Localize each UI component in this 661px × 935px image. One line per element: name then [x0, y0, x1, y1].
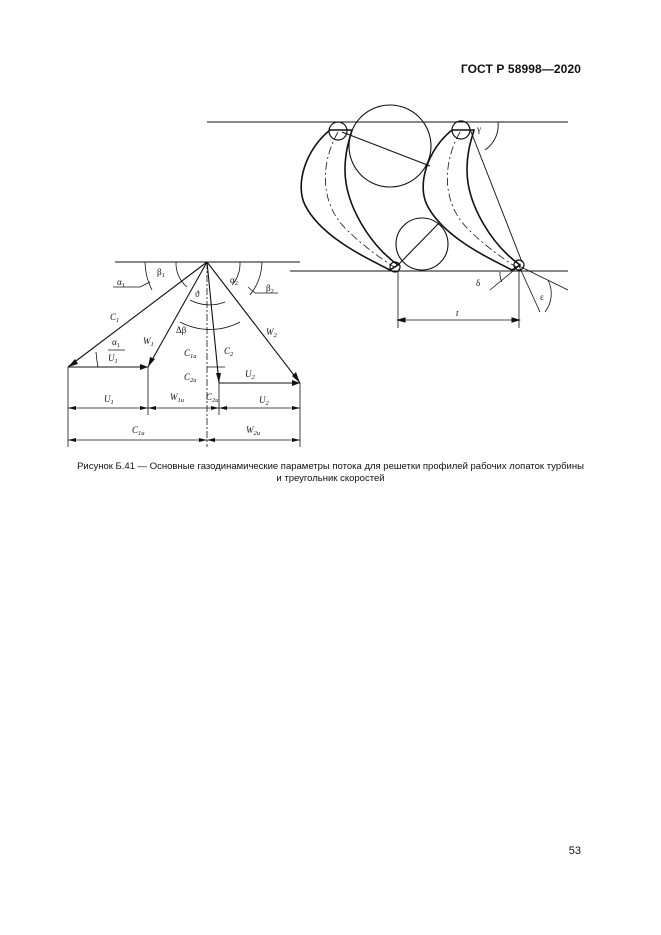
label-w2: $W_2$ [266, 327, 277, 339]
label-theta: ϑ [195, 289, 200, 299]
label-c1: $C_1$ [110, 312, 120, 324]
label-u2-triangle: $U_2$ [245, 369, 255, 381]
label-delta-beta: Δβ [176, 325, 187, 335]
inscribed-circle-inlet [349, 105, 431, 187]
epsilon-arc [545, 280, 551, 312]
blade-1-camber-line [325, 132, 394, 267]
blade-2-profile [423, 130, 520, 270]
label-pitch-t: t [456, 308, 459, 318]
label-w1u: $W_{1u}$ [170, 392, 184, 404]
figure-caption-line-2: и треугольник скоростей [276, 473, 385, 484]
label-c1u: $C_{1u}$ [132, 425, 145, 437]
throat-diameter-line [342, 132, 430, 166]
label-w1: $W_1$ [143, 336, 154, 348]
vector-w2 [207, 262, 300, 383]
blade-2-camber-line [447, 132, 516, 267]
inscribed-circle-throat [396, 218, 448, 270]
label-u2-dim: $U_2$ [259, 395, 269, 407]
figure-caption-line-1: Рисунок Б.41 — Основные газодинамические параметры потока для решетки профилей рабочих лопаток турбины [77, 461, 584, 472]
label-c2: $C_2$ [224, 346, 234, 358]
gamma-arc [485, 122, 498, 150]
label-w2u: $W_{2u}$ [246, 425, 260, 437]
vector-c2 [207, 262, 219, 383]
label-alpha1-lower: $\alpha_1$ [112, 337, 120, 349]
label-u1-triangle: $U_1$ [108, 353, 118, 365]
label-delta: δ [476, 278, 481, 288]
throat-line [398, 222, 440, 265]
label-c1a: $C_{1a}$ [184, 348, 197, 360]
page-number: 53 [568, 845, 581, 857]
label-c2u: $C_{2u}$ [206, 392, 219, 404]
vector-w1 [148, 262, 207, 367]
label-alpha1: $\alpha_1$ [117, 277, 125, 289]
label-beta2: $\beta_2$ [266, 283, 274, 295]
label-beta1: $\beta_1$ [157, 267, 165, 279]
delta-arc [500, 272, 502, 282]
blade-1-leading-circle [329, 122, 347, 140]
label-alpha2: $\alpha_2$ [230, 275, 238, 287]
label-c2a: $C_{2a}$ [184, 372, 197, 384]
label-u1-dim: $U_1$ [104, 394, 114, 406]
label-gamma: γ [477, 124, 481, 134]
figure-caption [40, 461, 621, 485]
label-epsilon: ε [540, 292, 544, 302]
document-standard-number: ГОСТ Р 58998—2020 [460, 62, 581, 76]
